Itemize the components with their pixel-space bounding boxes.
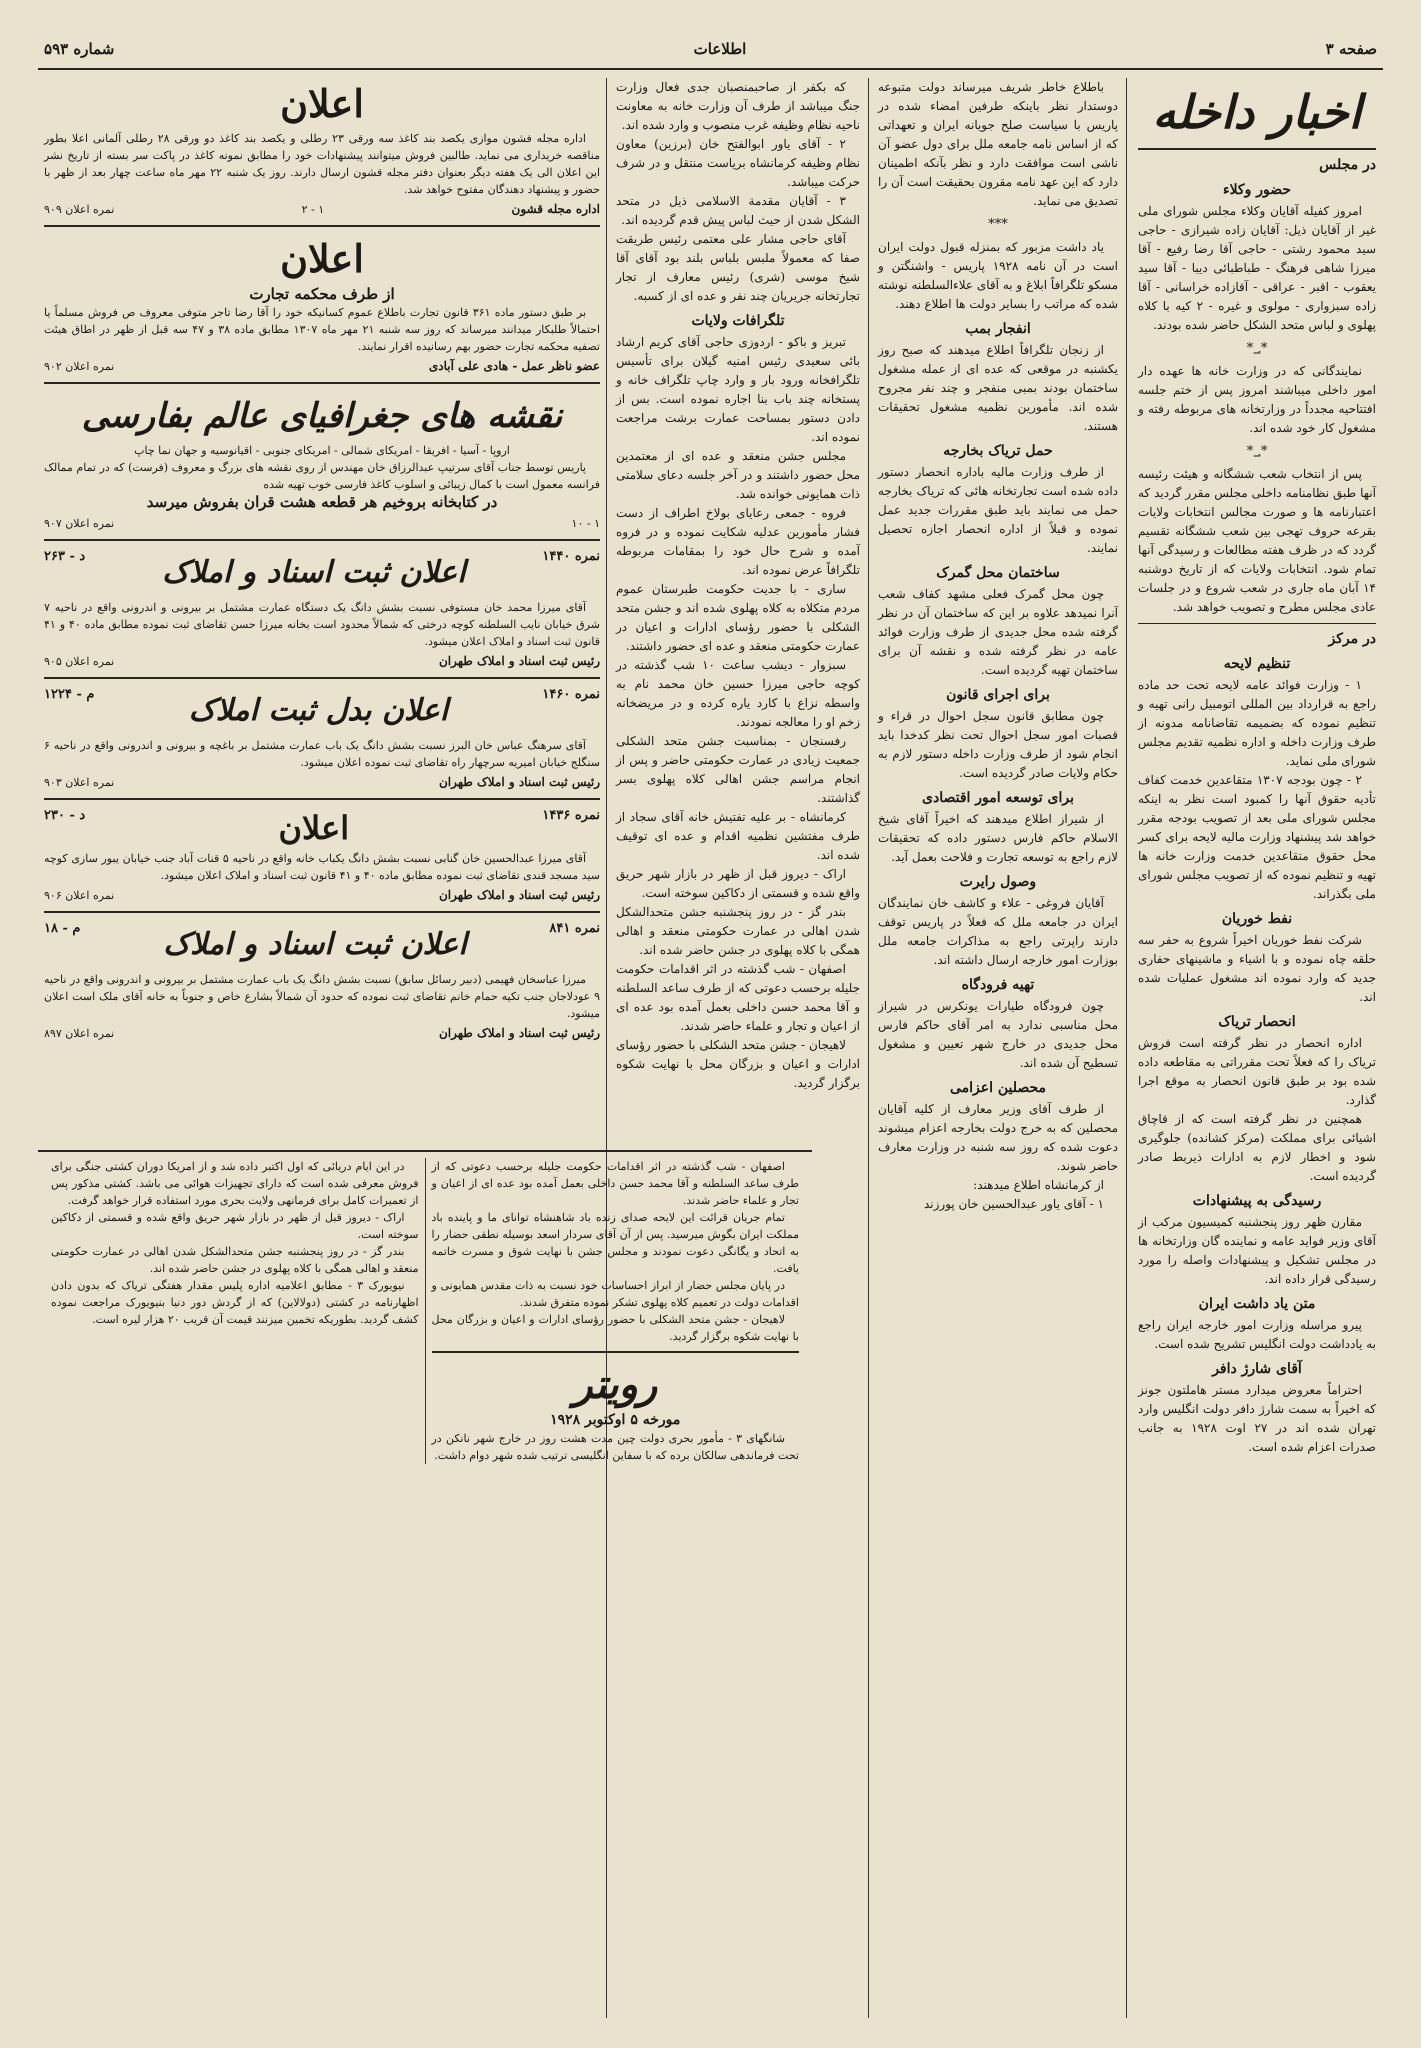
ad-body: بر طبق دستور ماده ۳۶۱ قانون تجارت باطلاع عموم کسانیکه خود را آقا رضا تاجر متوفی معروف ص فروش مسلماً یا احتمالاً طلبکار میدانند میرساند که روز سه شنبه ۲۱ مهر ماه ۱۳۰۷ مطابق ماده ۳۸ و ۴۷ سه قبل از ظهر در اطاق هیئت تصفیه محکمه تجارت حضور بهم رسانیده اقرار نمایند. [44,306,601,353]
continued-article [426,1158,806,1464]
article-text: بندر گز - در روز پنجشنبه جشن متحدالشکل شدن اهالی در عمارت حکومتی منعقد و اهالی همگی با کلاه پهلوی در جشن حاضر شده اند. [51,1245,419,1275]
article-text: یاد داشت مزبور که بمنزله قبول دولت ایران است در آن نامه ۱۹۲۸ پاریس - واشنگتن و مسکو تلگرافاً ابلاغ و به آقای علاءالسلطنه نوشته شده که مراتب را بسایر دولت ها اطلاع دهند. [878,240,1118,311]
article-text: لاهیجان - جشن متحد الشکلی با حضور رؤسای ادارات و اعیان و بزرگان محل با نهایت شکوه برگزار گردید. [431,1313,799,1343]
section-center: در مرکز [1328,631,1376,647]
headline: آقای شارژ دافر [1212,1361,1302,1377]
ad-code: ۱ - ۲ [301,203,325,216]
ad-paper-tender [44,78,600,219]
ad-number: نمره اعلان ۹۰۹ [44,203,115,216]
ad-world-maps [44,390,600,533]
article-text: در این ایام دریائی که اول اکتبر داده شد و از امریکا دوران کشتی جنگی برای فروش معرفی شده است که دارای تجهیزات هوائی می باشد. کشتی مذکور پس از تعمیرات کامل برای فرمانهی ولایت بحری مورد استفاده قرار خواهد گرفت. [51,1160,419,1207]
separator-stars: *؀* [1246,341,1268,356]
ad-title: اعلان بدل ثبت املاک [188,693,449,728]
ad-title: نقشه های جغرافیای عالم بفارسی [81,396,563,436]
ad-title: اعلان [280,236,364,281]
ad-number: نمره اعلان ۹۰۷ [44,517,115,530]
ad-body: آقای سرهنگ عباس خان البرز نسبت بشش دانگ یک باب عمارت مشتمل بر باغچه و بیرونی و اندرونی واقع در ناحیه ۶ سنگلج خیابان امیریه سرچهار راه تقاضای ثبت نموده اعلان میشود. [44,739,600,769]
ad-signature: اداره مجله قشون [511,202,600,216]
article-text: ۱ - آقای یاور عبدالحسین خان پورزند [923,1197,1104,1211]
ad-body: اداره مجله فشون موازی یکصد بند کاغذ سه ورقی ۲۳ رطلی و یکصد بند کاغذ دو ورقی ۲۸ رطلی آلمانی اعلا بطور مناقصه خریداری می نماید. طالبین فروش میتوانند پیشنهادات خود را مطابق نمونه کاغذ در پاکت سر بسته از تاریخ نشر این اعلان الی یک هفته دیگر بعنوان دفتر مجله قشون ارسال دارند. روز یک شنبه ۲۲ مهر ماه ساعت چهار بعد از ظهر با حضور و پیشنهاد دهندگان مفتوح خواهد شد. [44,132,600,196]
ad-registration-1460 [44,685,600,792]
article-text: همچنین در نظر گرفته است که از قاچاق اشیائی برای مملکت (مرکز کشانده) جلوگیری شود و اخطار لازم به ادارات ذیربط صادر گردیده است. [1138,1112,1376,1183]
page-header [38,30,1383,70]
ad-body: آقای میرزا محمد خان مستوفی نسبت بشش دانگ یک دستگاه عمارت مشتمل بر بیرونی و اندرونی واقع در ناحیه ۷ شرق خیابان نایب السلطنه کوچه درختی که شمالاً محدود است بخانه میرزا حسن تقاضای ثبت نموده مطابق ماده ۴۰ و ۴۱ قانون ثبت اسناد و املاک اعلان میشود. [44,601,600,648]
article-text: اراک - دیروز قبل از ظهر در بازار شهر حریق واقع شده و قسمتی از دکاکین سوخته است. [616,867,860,900]
article-text: ۲ - چون بودجه ۱۳۰۷ متقاعدین خدمت کفاف تأدیه حقوق آنها را کمبود است نظر به اینکه مجلس شورای ملی بعد از تصویب بودجه مقرر خواهد شد پیشنهاد وزارت مالیه لایحه برای کسر محل حقوق متقاعدین خدمت وزارت خانه ها تهیه و تنظیم نموده که از تصویب مجلس شورای ملی بگذراند. [1138,773,1376,901]
article-text: از طرف وزارت مالیه باداره انحصار دستور داده شده است تجارتخانه هائی که تریاک بخارجه حمل می نمایند باید طبق مقررات جدید عمل نموده و قبلاً از اداره انحصار اجازه تحصیل نمایند. [878,465,1118,555]
article-text: بندر گز - در روز پنجشنبه جشن متحدالشکل شدن اهالی در عمارت حکومتی منعقد و اهالی همگی با کلاه پهلوی در جشن حاضر شده اند. [616,905,860,957]
article-text: اصفهان - شب گذشته در اثر اقدامات حکومت جلیله برحسب دعوتی که از طرف ساعد السلطنه و آقا محمد حسن داخلی بعمل آمده بود عده ای از اعیان و تجار و علماء حاضر شدند. [431,1160,799,1207]
ad-number: نمره اعلان ۹۰۵ [44,655,115,668]
article-text: سبزوار - دیشب ساعت ۱۰ شب گذشته در کوچه حاجی میرزا حسین خان محمد نام به واسطه نزاع با کارد یاره کرده و در مریضخانه زخم او را معالجه نمودند. [616,658,860,729]
ad-serial: نمره ۱۴۳۶ [542,808,600,823]
ad-signature: رئیس ثبت اسناد و املاک طهران [438,775,600,789]
ad-code: ۱ - ۱۰ [571,517,600,530]
ad-number: نمره اعلان ۹۰۳ [44,776,115,789]
ad-serial: نمره ۸۴۱ [549,921,600,936]
domestic-news-masthead: اخبار داخله [1152,85,1362,139]
ad-body: میرزا عباسخان فهیمی (دبیر رسائل سابق) نسبت بشش دانگ یک باب عمارت مشتمل بر بیرونی و اندرونی واقع در ناحیه ۹ عودلاجان جنب تکیه حمام خانم تقاضای ثبت نموده که حدود آن شمالاً بشارع خاص و جنوباً به خانه آقای ملک است اعلان میشود. [44,973,600,1020]
article-text: اصفهان - شب گذشته در اثر اقدامات حکومت جلیله برحسب دعوتی که از طرف ساعد السلطنه و آقا محمد حسن داخلی بعمل آمده بود عده ای از اعیان و تجار و علماء حاضر شدند. [616,962,860,1033]
article-text: ساری - با جدیت حکومت طبرستان عموم مردم متکلاه به کلاه پهلوی شده اند و جشن متحد الشکلی با حضور رؤسای ادارات و اعیان در عمارت حکومتی منعقد و عده ای حضور داشتند. [616,582,860,653]
ad-price-line: در کتابخانه بروخیم هر قطعه هشت قران بفروش میرسد [146,493,498,511]
column-advertisements [38,78,606,1138]
article-text: باطلاع خاطر شریف میرساند دولت متبوعه دوستدار نظر باینکه طرفین امضاء شده در پاریس با سیاست صلح جویانه ایران و تعهداتی که از اساس نامه جامعه ملل برای دول عضو آن ناشی است موافقت دارد و نظر بآنکه اطمینان دارد که این عهد نامه مقرون بحقیقت است آن را تصدیق می نماید. [878,80,1118,208]
separator-stars: *؀* [1246,444,1268,459]
headline: برای اجرای قانون [946,687,1050,703]
page-number: صفحه ۳ [1325,40,1377,58]
article-text: کرمانشاه - بر علیه تفتیش خانه آقای سجاد از طرف مفتشین نظمیه اقدام و عده ای توقیف شده اند. [616,810,860,862]
article-text: ۲ - آقای یاور ابوالفتح خان (برزین) معاون نظام وظیفه کرمانشاه بریاست منتقل و در شرف حرکت میباشد. [616,137,860,189]
headline: نفط خوریان [1221,911,1293,927]
ad-number: نمره اعلان ۹۰۶ [44,889,115,902]
article-text: چون فرودگاه طیارات یونکرس در شیراز محل مناسبی ندارد به امر آقای حاکم فارس محل جدیدی در خارج شهر تعیین و مشغول تسطیح آن شده اند. [878,999,1118,1070]
headline: تنظیم لایحه [1223,656,1291,672]
article-text: نیویورک ۳ - مطابق اعلامیه اداره پلیس مقدار هفتگی تریاک که بدون دادن اظهارنامه در کشتی (دولالاین) که از گردش دور دنیا بنیویورک مراجعت نموده کشف گردید. بطوریکه تخمین میزنند قیمت آن قریب ۲۰ هزار لیره است. [51,1279,419,1326]
headline: حمل تریاک بخارجه [943,443,1053,459]
ad-serial: نمره ۱۴۶۰ [542,687,600,702]
article-text: اراک - دیروز قبل از ظهر در بازار شهر حریق واقع شده و قسمتی از دکاکین سوخته است. [51,1211,419,1241]
article-text: احتراماً معروض میدارد مستر هاملتون جونز که اخیراً به سمت شارژ دافر دولت انگلیس وارد تهران شده اند در ۲۷ اوت ۱۹۲۸ به جانب صدرات اعزام شده است. [1138,1383,1376,1454]
article-text: شانگهای ۳ - مأمور بحری دولت چین مدت هشت روز در خارج شهر نانکن در تحت فرماندهی سالکان برده که با سفاین انگلیسی ترتیب شده شهر دوام داشت. [431,1432,799,1462]
ad-serial: نمره ۱۴۴۰ [542,549,600,564]
ad-signature: عضو ناظر عمل - هادی علی آبادی [428,359,600,373]
ad-code: د - ۲۳۰ [44,808,86,823]
ad-code: م - ۱۲۲۴ [44,687,95,702]
ad-code: م - ۱۸ [44,921,81,936]
headline: برای توسعه امور اقتصادی [922,790,1074,806]
paper-name: اطلاعات [693,40,747,58]
article-text: که بکفر از صاحبمنصبان جدی فعال وزارت جنگ میباشد از طرف آن وزارت خانه به معاونت ناحیه نظام وظیفه غرب منصوب و وارد شده اند. [616,80,860,132]
article-text: از زنجان تلگرافاً اطلاع میدهند که صبح روز یکشنبه در موقعی که عده ای از عمله مشغول ساختمان بودند بمبی منفجر و چند نفر مجروح شده اند. مأمورین نظمیه مشغول تحقیقات هستند. [878,343,1118,433]
article-text: نمایندگانی که در وزارت خانه ها عهده دار امور داخلی میباشند امروز پس از ختم جلسه افتتاحیه مجدداً در وزارتخانه های مربوطه رفته و مشغول کار خود شده اند. [1138,364,1376,435]
article-text: فروه - جمعی رعایای بولاخ اطراف از دست فشار مأمورین عدلیه شکایت نموده و در فروه آمده و شرح حال خود را بمقامات مربوطه تلگرافاً عرض نموده اند. [616,506,860,577]
column-domestic-news [1131,78,1383,2018]
article-text: مجلس جشن منعقد و عده ای از معتمدین محل حضور داشتند و در آخر جلسه دعای سلامتی ذات همایونی خوانده شد. [616,449,860,501]
article-text: آقایان فروغی - علاء و کاشف خان نمایندگان ایران در جامعه ملل که فعلاً در پاریس توقف دارند راپرتی راجع به مذاکرات جامعه ملل بوزارت امور خارجه ارسال داشته اند. [878,896,1118,967]
bottom-news-block [38,1150,812,2018]
article-text: از طرف آقای وزیر معارف از کلیه آقایان محصلین که به خرج دولت بخارجه اعزام میشوند دعوت شده که روز سه شنبه در وزارت معارف حاضر شوند. [878,1102,1118,1173]
ad-signature: رئیس ثبت اسناد و املاک طهران [438,1026,600,1040]
reuters-date: مورخه ۵ اوکتوبر ۱۹۲۸ [550,1412,681,1428]
ad-signature: رئیس ثبت اسناد و املاک طهران [438,654,600,668]
column-provincial-news [871,78,1125,2018]
article-text: پیرو مراسله وزارت امور خارجه ایران راجع به یادداشت دولت انگلیس تشریح شده است. [1138,1318,1376,1351]
article-text: ۳ - آقایان مقدمة الاسلامی ذیل در متحد الشکل شدن از حیث لباس پیش قدم گردیده اند. [616,194,860,227]
ad-title: اعلان [280,81,364,126]
reuters-title: رویتر [573,1361,658,1408]
article-text: اداره انحصار در نظر گرفته است فروش تریاک را که فعلاً تحت مقرراتی به مقاطعه داده شده بود بر طبق قانون انحصار به موقع اجرا گذارد. [1138,1036,1376,1107]
ad-title: اعلان ثبت اسناد و املاک [162,555,466,590]
foreign-news [45,1158,425,1464]
article-text: از شیراز اطلاع میدهند که اخیراً آقای شیخ الاسلام حاکم فارس دستور داده که تحقیقات لازم راجع به توسعه تجارت و فلاحت بعمل آید. [878,812,1118,864]
headline: انفجار بمب [965,321,1031,337]
headline: حضور وکلاء [1222,182,1292,198]
ad-title: اعلان ثبت اسناد و املاک [163,927,467,962]
ad-number: نمره اعلان ۸۹۷ [44,1027,115,1040]
article-text: از کرمانشاه اطلاع میدهند: [973,1178,1104,1192]
ad-body: آقای میرزا عبدالحسین خان گنابی نسبت بشش دانگ یکباب خانه واقع در ناحیه ۵ قنات آباد جنب خیابان یبور سازی کوچه سید مسجد قندی تقاضای ثبت نموده مطابق ماده ۴۰ و ۴۱ قانون ثبت اسناد و املاک اعلان میشود. [44,852,600,882]
headline: تهیه فرودگاه [961,977,1035,993]
ad-number: نمره اعلان ۹۰۲ [44,360,115,373]
headline: تلگرافات ولایات [691,313,785,329]
ad-signature: رئیس ثبت اسناد و املاک طهران [438,888,600,902]
article-text: تبریز و باکو - اردوزی حاجی آقای کریم ارشاد بائی سعیدی رئیس امنیه گیلان برای تأسیس تلگرافخانه ورود بار و وارد چاپ تلگراف خانه و پستخانه چند باب بنا اجاره نموده است. بس از دادن دستور بمساحت عمارت برشت مراجعت نموده اند. [616,335,860,444]
ad-code: د - ۲۶۳ [44,549,86,564]
article-text: مقارن ظهر روز پنجشنبه کمیسیون مرکب از آقای وزیر فواید عامه و نماینده گان وزارتخانه ها در مجلس تشکیل و پیشنهادات واصله را مورد رسیدگی قرار داده اند. [1138,1215,1376,1286]
ad-body: پاریس توسط جناب آقای سرتیپ عبدالرزاق خان مهندس از روی نقشه های بزرگ و معروف (فرست) که در تمام ممالک فرانسه معمول است با کمال زیبائی و اسلوب کاغذ فارسی خوب تهیه شده [44,461,600,491]
article-text: آقای حاجی مشار علی معتمی رئیس طریقت صفا که معمولاً ملبس بلباس بلند بود آقای آقا شیخ موسی (شری) رئیس معارف از تجار تجارتخانه جریریان چند نفر و عده ای از کسبه. [616,232,860,303]
ad-registration-1440 [44,547,600,671]
headline: متن یاد داشت ایران [1198,1296,1316,1312]
article-text: ۱ - وزارت فوائد عامه لایحه تحت حد ماده راجع به قرارداد بین المللی اتومبیل رانی تهیه و تنظیم نموده که بضمیمه تقاضانامه مدونه از طرف وزارت داخله و اداره نظمیه تقدیم مجلس شورای ملی نماید. [1138,678,1376,768]
ad-subtitle: از طرف محکمه تجارت [249,285,395,303]
headline: ساختمان محل گمرک [936,565,1060,581]
article-text: لاهیجان - جشن متحد الشکلی با حضور رؤسای ادارات و اعیان و بزرگان محل با نهایت شکوه برگزار گردید. [616,1038,860,1090]
article-text: چون محل گمرک فعلی مشهد کفاف شعب آنرا نمیدهد علاوه بر این که ساختمان آن در نظر گرفته شده محل جدیدی از طرف وزارت فوائد عامه در نظر گرفته شده و نقشه آن برای ساختمان تهیه گردیده است. [878,587,1118,677]
headline: انحصار تریاک [1218,1014,1296,1030]
article-text: رفسنجان - بمناسبت جشن متحد الشکلی جمعیت زیادی در عمارت حکومتی حاضر و پس از انجام مراسم جشن اهالی کلاه پهلوی بسر گذاشتند. [616,734,860,805]
article-text: شرکت نفط خوریان اخیراً شروع به حفر سه حلقه چاه نموده و با اشیاء و ماشینهای حفاری جدید که وارد نموده اند مشغول عملیات شده اند. [1138,933,1376,1004]
ad-commerce-court [44,233,600,376]
article-text: چون مطابق قانون سجل احوال در قراء و قصبات امور سجل احوال تحت نظر کدخدا باید انجام شود از طرف وزارت داخله دستور لازم به حکام ولایات صادر گردیده است. [878,709,1118,780]
separator-stars: *** [988,217,1008,232]
ad-registration-1436 [44,806,600,905]
column-telegrams [609,78,867,1138]
article-text: تمام جریان قرائت این لایحه صدای زنده باد شاهنشاه توانای ما و پاینده باد مملکت ایران بگوش میرسید. پس از آن آقای سردار اسعد بوسیله نطقی حضار را به اتحاد و یگانگی دعوت نمودند و مجلس جشن با نهایت شوق و مسرت خاتمه یافت. [431,1211,799,1275]
headline: رسیدگی به پیشنهادات [1192,1193,1322,1209]
ad-line: اروپا - آسیا - افریقا - امریکای شمالی - امریکای جنوبی - اقیانوسیه و جهان نما چاپ [134,444,510,457]
headline: وصول رایرت [959,874,1037,890]
headline: محصلین اعزامی [949,1080,1047,1096]
article-text: در پایان مجلس حضار از ابراز احساسات خود نسبت به ذات مقدس همایونی و اقدامات دولت در تعمیم کلاه پهلوی تشکر نموده متفرق شدند. [431,1279,799,1309]
issue-number: شماره ۵۹۳ [44,40,115,58]
article-text: پس از انتخاب شعب ششگانه و هیئت رئیسه آنها طبق نظامنامه داخلی مجلس مقرر گردید که اعتبارنامه ها و صورت مجالس انتخابات ولایات بقرعه حروف تهجی بین شعب ششگانه تقسیم گردد که در ظرف هفته مطالعات و رسیدگی آنها تمام شود. انتخابات ولایات که از تاریخ دوشنبه ۱۴ آبان ماه جاری در شعب شروع و در جلسات عادی مجلس مطرح و تصویب خواهد شد. [1138,467,1376,614]
newspaper-page [38,30,1383,2018]
ad-registration-841 [44,919,600,1043]
article-text: امروز کفیله آقایان وکلاء مجلس شورای ملی غیر از آقایان ذیل: آقایان زاده شیرازی - حاجی سید محمود رشتی - حاجی آقا رضا رفیع - آقا میرزا شاهی فرهنگ - طباطبائی دیبا - آقا سید یعقوب - اقبر - عراقی - آقازاده خراسانی - آقا زاده سبزواری - مولوی و غیره - ۲ کیه با کلاه پهلوی و لباس متحد الشکل حاضر شده بودند. [1138,204,1376,332]
section-majlis: در مجلس [1319,157,1376,173]
ad-title: اعلان [278,809,350,847]
